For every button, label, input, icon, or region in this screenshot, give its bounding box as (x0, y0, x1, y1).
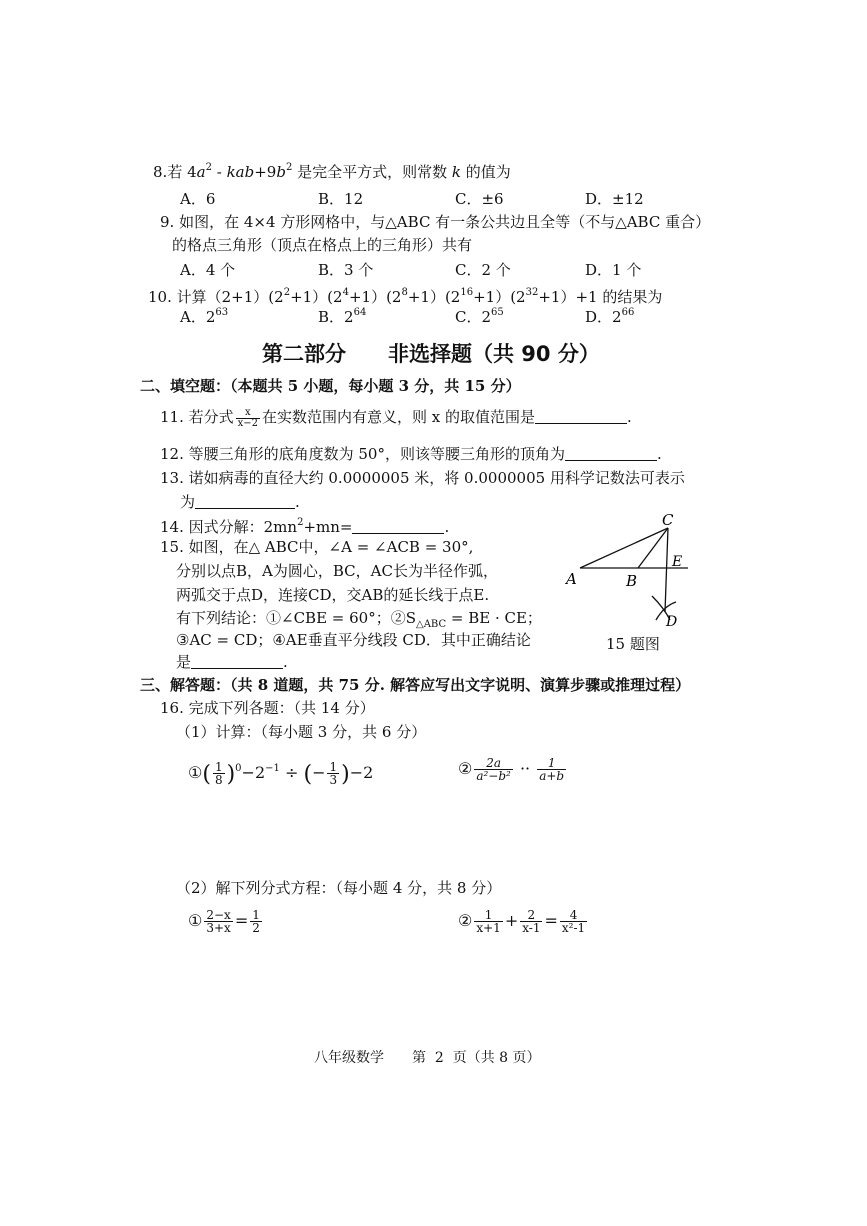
q10-option-b: B．$2^{64}$ (318, 307, 367, 326)
q8-option-d: D．±12 (585, 190, 644, 208)
q9-stem-line2: 的格点三角形（顶点在格点上的三角形）共有 (172, 236, 473, 254)
q15-line2: 分别以点B，A为圆心，BC，AC长为半径作弧， (176, 562, 498, 580)
label-e: E (672, 554, 683, 570)
q8-option-c: C．±6 (455, 190, 504, 208)
q10-stem: 10. 计算$(2+1)(2^2+1)(2^4+1)(2^8+1)(2^{16}+1)(2^{32}+1)+1$ 的结果为 (148, 287, 663, 306)
q11-answer-blank[interactable] (535, 409, 627, 424)
line-ac (580, 528, 668, 568)
q14-answer-blank[interactable] (352, 519, 444, 534)
q16-sub1: （1）计算：（每小题 3 分，共 6 分） (176, 723, 427, 741)
q9-option-d: D．1 个 (585, 261, 642, 279)
q13-stem-line2: 为 . (180, 493, 300, 511)
q16-expr1: ①( $\frac{1}{8}$ )$^0-2^{-1}$ ÷ (− $\frac{1}{3}$ )−2 (188, 760, 374, 787)
q9-stem-line1: 9. 如图，在 4×4 方形网格中，与△ABC 有一条公共边且全等（不与△ABC 重合） (160, 213, 711, 231)
q16-equation2: ② $\frac{1}{x+1}$ + $\frac{2}{x-1}$ = $\frac{4}{\text{x²-1}}$ (458, 908, 586, 935)
label-d: D (666, 614, 678, 630)
q11-fraction: $\frac{x}{x-2}$ (237, 406, 259, 429)
q15-answer-blank[interactable] (191, 654, 283, 669)
q16-sub2: （2）解下列分式方程：（每小题 4 分，共 8 分） (176, 879, 502, 897)
q13-stem-line1: 13. 诺如病毒的直径大约 0.0000005 米，将 0.0000005 用科学记数法可表示 (160, 469, 685, 487)
q14-stem: 14. 因式分解：$2mn^2+mn=$ . (160, 517, 450, 536)
q15-line4: 有下列结论：①∠CBE = 60°；$②S_{\triangle ABC}$ = BE · CE； (176, 609, 542, 630)
section3-heading: 三、解答题：（共 8 道题，共 75 分. 解答应写出文字说明、演算步骤或推理过程） (140, 676, 691, 694)
q15-line6: 是 . (176, 653, 288, 671)
part2-title: 第二部分 非选择题（共 90 分） (262, 342, 600, 366)
q16-title: 16. 完成下列各题：（共 14 分） (160, 699, 375, 717)
q15-line1: 15. 如图，在△ ABC中，∠A = ∠ACB = 30°, (160, 538, 474, 556)
q12-stem: 12. 等腰三角形的底角度数为 50°，则该等腰三角形的顶角为 . (160, 445, 662, 463)
label-a: A (566, 570, 577, 588)
q15-line3: 两弧交于点D，连接CD，交AB的延长线于点E. (176, 586, 490, 604)
q11-stem: 11. 若分式 $\frac{x}{x-2}$ 在实数范围内有意义，则 x 的取值范围是 . (160, 406, 632, 429)
q9-option-b: B．3 个 (318, 261, 374, 279)
q8-option-b: B．12 (318, 190, 364, 208)
q12-answer-blank[interactable] (565, 446, 657, 461)
label-c: C (662, 512, 674, 529)
q8-option-a: A．6 (180, 190, 216, 208)
q15-line5: ③AC = CD；④AE垂直平分线段 CD．其中正确结论 (176, 631, 531, 649)
q16-equation1: ① $\frac{2-x}{3+x}$ = $\frac{1}{2}$ (188, 908, 260, 935)
q9-option-a: A．4 个 (180, 261, 236, 279)
line-bc (638, 528, 668, 568)
label-b: B (626, 572, 638, 590)
q10-option-c: C．$2^{65}$ (455, 307, 504, 326)
q13-answer-blank[interactable] (195, 494, 295, 509)
page-footer: 八年级数学 第 2 页（共 8 页） (314, 1050, 541, 1066)
line-cd (665, 528, 668, 612)
q15-figure-caption: 15 题图 (606, 635, 660, 653)
q9-option-c: C．2 个 (455, 261, 511, 279)
q8-stem: 8.若 $4a^2 - kab+9b^2$ 是完全平方式，则常数 k 的值为 (153, 162, 511, 181)
section2-heading: 二、填空题：（本题共 5 小题，每小题 3 分，共 15 分） (140, 377, 521, 395)
q16-expr2: ② $\frac{2a}{\text{a²−b²}}$ ·· $\frac{1}{a+b}$ (458, 756, 565, 783)
q15-figure (560, 512, 700, 632)
q10-option-d: D．$2^{66}$ (585, 307, 635, 326)
q10-option-a: A．$2^{63}$ (180, 307, 229, 326)
